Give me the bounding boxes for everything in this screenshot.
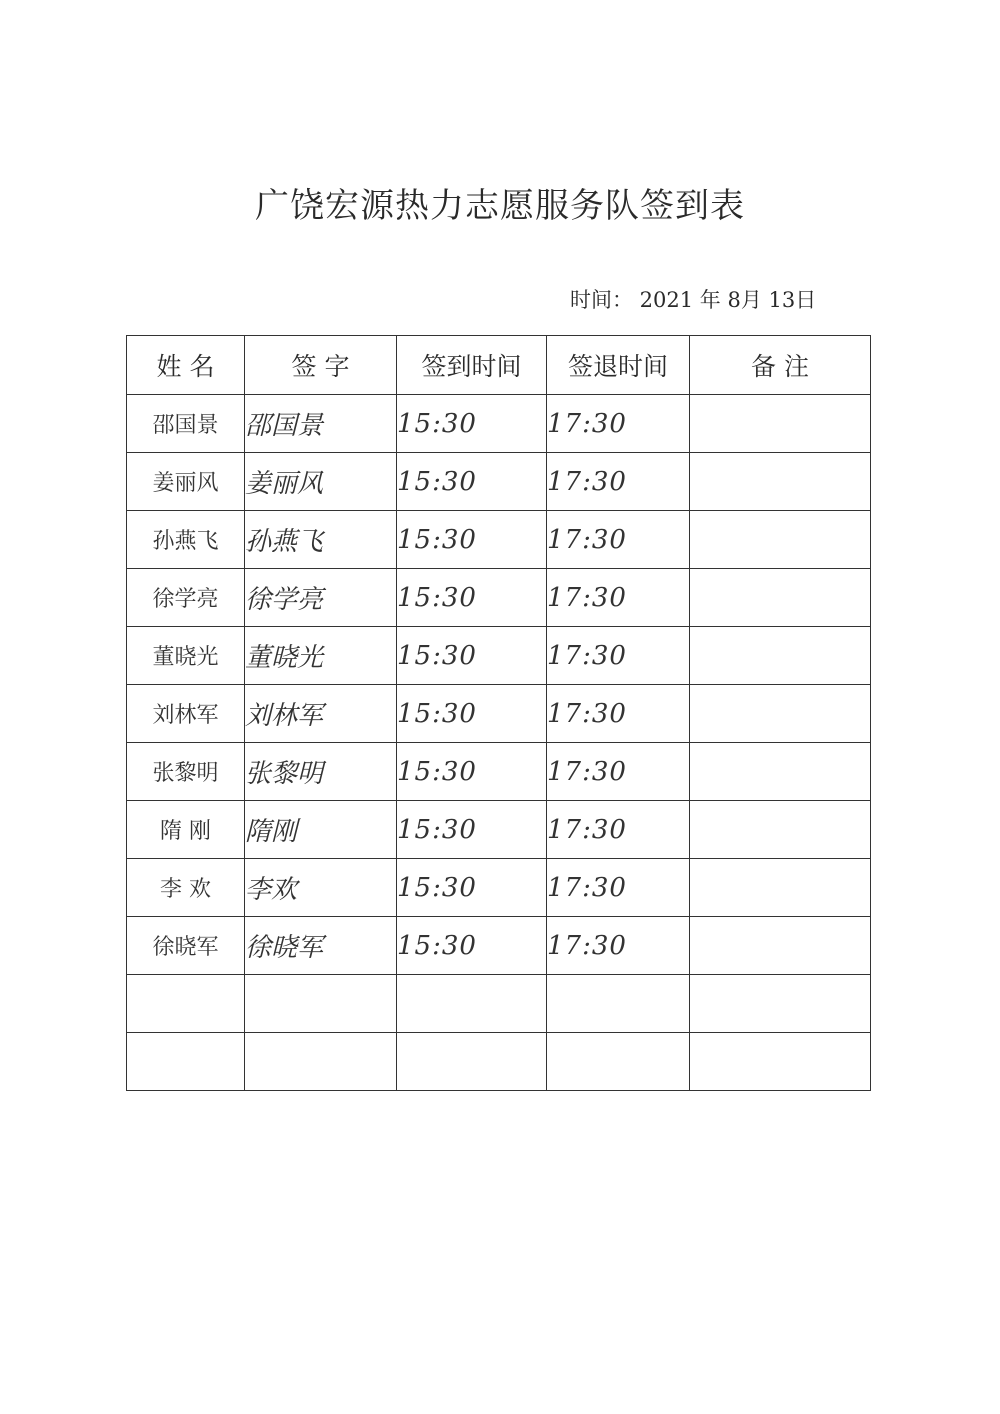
note-cell	[690, 975, 871, 1033]
name-cell: 徐晓军	[127, 917, 245, 975]
sign-out-time-cell	[547, 1033, 690, 1091]
signature-cell	[245, 1033, 397, 1091]
sign-out-time-cell: 17:30	[547, 917, 690, 975]
note-cell	[690, 511, 871, 569]
sign-out-time-cell: 17:30	[547, 685, 690, 743]
sign-in-time-cell: 15:30	[397, 453, 547, 511]
table-row	[127, 453, 871, 511]
signature-cell: 徐晓军	[245, 917, 397, 975]
name-cell: 李 欢	[127, 859, 245, 917]
signature-cell: 董晓光	[245, 627, 397, 685]
sign-out-time-cell: 17:30	[547, 743, 690, 801]
sign-in-time-cell: 15:30	[397, 859, 547, 917]
sign-out-time-cell: 17:30	[547, 511, 690, 569]
table-header-row	[127, 336, 871, 395]
sign-in-time-cell: 15:30	[397, 627, 547, 685]
signature-cell	[245, 975, 397, 1033]
signature-cell: 隋刚	[245, 801, 397, 859]
table-row	[127, 511, 871, 569]
name-cell: 邵国景	[127, 395, 245, 453]
sign-in-time-cell: 15:30	[397, 801, 547, 859]
table-row	[127, 685, 871, 743]
note-cell	[690, 685, 871, 743]
note-cell	[690, 1033, 871, 1091]
name-cell	[127, 1033, 245, 1091]
name-cell: 刘林军	[127, 685, 245, 743]
name-cell: 隋 刚	[127, 801, 245, 859]
note-cell	[690, 453, 871, 511]
sign-in-table	[126, 335, 871, 1091]
note-cell	[690, 627, 871, 685]
signature-cell: 姜丽风	[245, 453, 397, 511]
sign-out-time-cell: 17:30	[547, 801, 690, 859]
header-sign-in-time: 签到时间	[397, 336, 547, 395]
table-row	[127, 1033, 871, 1091]
page-title: 广饶宏源热力志愿服务队签到表	[255, 186, 745, 226]
sign-in-time-cell	[397, 975, 547, 1033]
signature-cell: 孙燕飞	[245, 511, 397, 569]
table-row	[127, 801, 871, 859]
header-note: 备 注	[690, 336, 871, 395]
sign-in-time-cell: 15:30	[397, 917, 547, 975]
note-cell	[690, 395, 871, 453]
name-cell: 徐学亮	[127, 569, 245, 627]
note-cell	[690, 569, 871, 627]
note-cell	[690, 801, 871, 859]
note-cell	[690, 917, 871, 975]
sign-out-time-cell	[547, 975, 690, 1033]
name-cell: 孙燕飞	[127, 511, 245, 569]
table-row	[127, 917, 871, 975]
sign-in-time-cell: 15:30	[397, 569, 547, 627]
table-row	[127, 859, 871, 917]
note-cell	[690, 859, 871, 917]
name-cell	[127, 975, 245, 1033]
sign-in-time-cell	[397, 1033, 547, 1091]
header-name: 姓 名	[127, 336, 245, 395]
signature-cell: 李欢	[245, 859, 397, 917]
table-row	[127, 569, 871, 627]
sign-out-time-cell: 17:30	[547, 453, 690, 511]
table-row	[127, 975, 871, 1033]
sign-in-time-cell: 15:30	[397, 511, 547, 569]
header-sign-out-time: 签退时间	[547, 336, 690, 395]
name-cell: 张黎明	[127, 743, 245, 801]
header-signature: 签 字	[245, 336, 397, 395]
sign-in-time-cell: 15:30	[397, 395, 547, 453]
sign-out-time-cell: 17:30	[547, 395, 690, 453]
signature-cell: 徐学亮	[245, 569, 397, 627]
name-cell: 董晓光	[127, 627, 245, 685]
table-row	[127, 743, 871, 801]
sign-out-time-cell: 17:30	[547, 569, 690, 627]
signature-cell: 邵国景	[245, 395, 397, 453]
note-cell	[690, 743, 871, 801]
table-row	[127, 627, 871, 685]
signature-cell: 张黎明	[245, 743, 397, 801]
sign-out-time-cell: 17:30	[547, 627, 690, 685]
sign-out-time-cell: 17:30	[547, 859, 690, 917]
sign-in-time-cell: 15:30	[397, 743, 547, 801]
date-line: 时间： 2021 年 8月 13日	[570, 288, 817, 312]
table-row	[127, 395, 871, 453]
sign-in-time-cell: 15:30	[397, 685, 547, 743]
signature-cell: 刘林军	[245, 685, 397, 743]
name-cell: 姜丽风	[127, 453, 245, 511]
